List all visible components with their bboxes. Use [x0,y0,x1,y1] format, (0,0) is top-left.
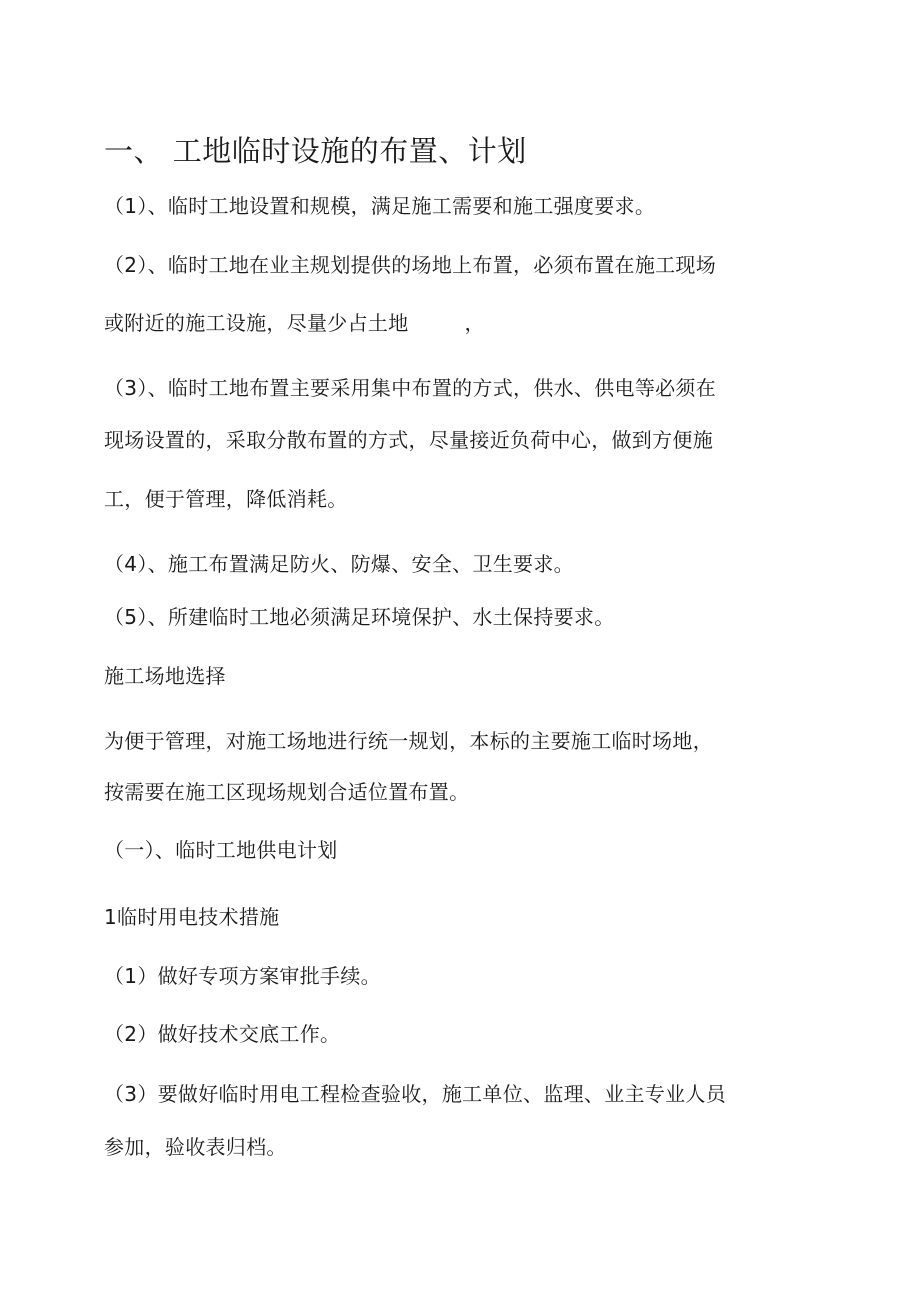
paragraph-item-2-line-2-text: 或附近的施工设施，尽量少占土地 [104,311,409,335]
tech-item-3-line-2: 参加，验收表归档。 [104,1135,287,1159]
paragraph-item-3-line-2: 现场设置的，采取分散布置的方式，尽量接近负荷中心，做到方便施 [104,428,713,452]
paragraph-item-3-line-3: 工，便于管理，降低消耗。 [104,487,348,511]
paragraph-item-2-line-2 [104,311,485,335]
section-title-site-selection: 施工场地选择 [104,664,226,688]
paragraph-item-5: （5）、所建临时工地必须满足环境保护、水土保持要求。 [104,605,615,629]
paragraph-item-2-line-1: （2）、临时工地在业主规划提供的场地上布置，必须布置在施工现场 [104,253,717,277]
site-paragraph-line-2: 按需要在施工区现场规划合适位置布置。 [104,780,470,804]
paragraph-item-2-line-2-comma: ， [464,311,485,335]
paragraph-item-3-line-1: （3）、临时工地布置主要采用集中布置的方式，供水、供电等必须在 [104,376,717,400]
tech-item-3-line-1: （3）要做好临时用电工程检查验收，施工单位、监理、业主专业人员 [104,1082,727,1106]
section-title-tech-measures: 1临时用电技术措施 [104,905,280,929]
paragraph-item-4: （4）、施工布置满足防火、防爆、安全、卫生要求。 [104,552,574,576]
tech-item-1: （1）做好专项方案审批手续。 [104,964,381,988]
site-paragraph-line-1: 为便于管理，对施工场地进行统一规划，本标的主要施工临时场地， [104,729,713,753]
section-title-power-plan: （一）、临时工地供电计划 [104,838,338,862]
tech-item-2: （2）做好技术交底工作。 [104,1022,341,1046]
page-title: 一、 工地临时设施的布置、计划 [104,134,527,168]
paragraph-item-1: （1）、临时工地设置和规模，满足施工需要和施工强度要求。 [104,194,656,218]
